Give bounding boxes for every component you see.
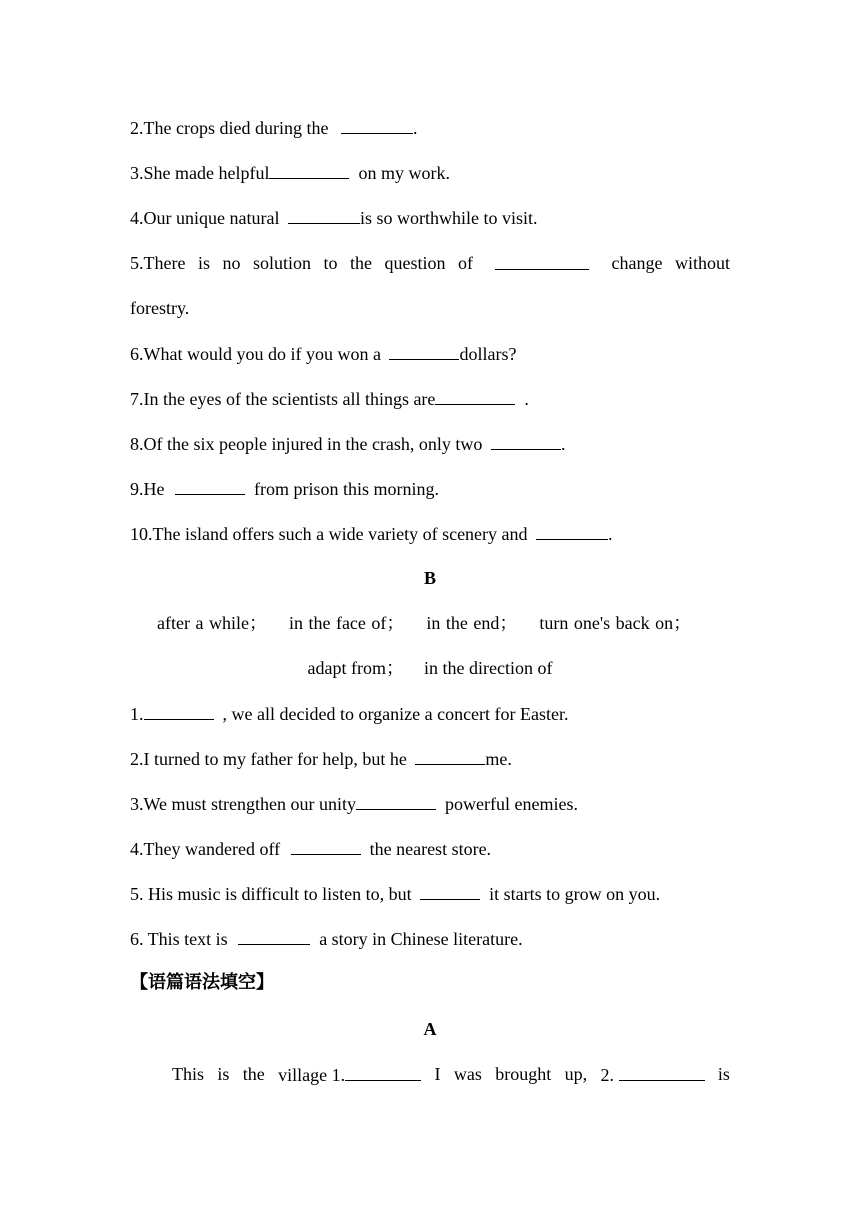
answer-blank[interactable] — [341, 116, 413, 134]
question-text: powerful enemies. — [436, 794, 578, 814]
question-text: the nearest store. — [360, 839, 492, 859]
passage-first-line — [172, 1063, 730, 1085]
question-b1 — [130, 702, 730, 724]
question-a4 — [130, 206, 730, 228]
question-a8 — [130, 432, 730, 454]
answer-blank[interactable] — [356, 792, 436, 810]
answer-blank[interactable] — [619, 1063, 705, 1081]
section-b-heading: B — [423, 568, 436, 588]
question-text: 6. This text is — [130, 929, 233, 949]
question-text: forestry. — [130, 298, 190, 318]
question-a10 — [130, 522, 730, 544]
grammar-section-title: 【语篇语法填空】 — [130, 972, 274, 993]
answer-blank[interactable] — [144, 702, 214, 720]
passage-word: 1. — [331, 1065, 346, 1085]
question-text: . — [560, 434, 566, 454]
phrase-option: in the end； — [426, 613, 518, 633]
phrase-option: turn one's back on； — [539, 613, 692, 633]
phrase-option: in the face of； — [288, 613, 405, 633]
question-a5 — [130, 252, 730, 274]
question-text: 2.The crops died during the — [130, 118, 333, 138]
phrase-options-line2 — [130, 657, 730, 679]
passage-word: village — [278, 1065, 328, 1085]
question-text: 8.Of the six people injured in the crash, only two — [130, 434, 487, 454]
answer-blank[interactable] — [495, 252, 589, 270]
question-text: 5.There is no solution to the question of — [130, 253, 473, 273]
passage-word: is — [717, 1064, 730, 1084]
question-a9 — [130, 477, 730, 499]
question-text: 2.I turned to my father for help, but he — [130, 749, 412, 769]
question-a2 — [130, 116, 730, 138]
answer-blank[interactable] — [291, 837, 361, 855]
question-text: 3.We must strengthen our unity — [130, 794, 357, 814]
question-b3 — [130, 792, 730, 814]
question-b5 — [130, 882, 730, 904]
question-b2 — [130, 747, 730, 769]
question-text: change without — [611, 253, 730, 273]
question-text: dollars? — [459, 344, 517, 364]
phrase-options-line1 — [157, 612, 757, 634]
phrase-option: after a while； — [157, 613, 267, 633]
question-text: from prison this morning. — [245, 479, 439, 499]
passage-word: was — [453, 1064, 482, 1084]
question-text: 4.They wandered off — [130, 839, 285, 859]
phrase-option: adapt from； — [307, 658, 404, 678]
question-text: on my work. — [349, 163, 450, 183]
question-text: 10.The island offers such a wide variety of scenery and — [130, 524, 533, 544]
question-a7 — [130, 387, 730, 409]
question-text: 6.What would you do if you won a — [130, 344, 386, 364]
question-text: me. — [485, 749, 512, 769]
question-text: 1. — [130, 704, 144, 724]
answer-blank[interactable] — [389, 342, 459, 360]
question-a3 — [130, 161, 730, 183]
question-text: it starts to grow on you. — [480, 884, 661, 904]
passage-word: I — [434, 1064, 441, 1084]
question-text: . — [608, 524, 613, 544]
passage-word: brought — [495, 1064, 552, 1084]
answer-blank[interactable] — [269, 161, 349, 179]
question-text: . — [412, 118, 418, 138]
passage-word: This — [172, 1064, 205, 1084]
answer-blank[interactable] — [288, 206, 360, 224]
question-text: 5. His music is difficult to listen to, but — [130, 884, 417, 904]
passage-word-with-blank — [601, 1063, 705, 1085]
question-b6 — [130, 927, 730, 949]
passage-word: 2. — [600, 1065, 615, 1085]
passage-word: the — [242, 1064, 265, 1084]
question-b4 — [130, 837, 730, 859]
grammar-section-heading: A — [423, 1019, 437, 1039]
question-text: , we all decided to organize a concert for Easter. — [213, 704, 569, 724]
answer-blank[interactable] — [175, 477, 245, 495]
question-text: is so worthwhile to visit. — [359, 208, 538, 228]
answer-blank[interactable] — [415, 747, 485, 765]
passage-word: is — [217, 1064, 230, 1084]
answer-blank[interactable] — [345, 1063, 421, 1081]
answer-blank[interactable] — [491, 432, 561, 450]
question-a5-continuation — [130, 297, 730, 319]
question-text: 3.She made helpful — [130, 163, 270, 183]
answer-blank[interactable] — [420, 882, 480, 900]
question-text: 4.Our unique natural — [130, 208, 284, 228]
question-a6 — [130, 342, 730, 364]
question-text: 7.In the eyes of the scientists all things are — [130, 389, 436, 409]
question-text: . — [515, 389, 529, 409]
phrase-option: in the direction of — [424, 658, 553, 678]
passage-word: up, — [564, 1064, 588, 1084]
passage-word-with-blank — [278, 1063, 421, 1085]
answer-blank[interactable] — [435, 387, 515, 405]
question-text: 9.He — [130, 479, 169, 499]
question-text: a story in Chinese literature. — [310, 929, 523, 949]
answer-blank[interactable] — [536, 522, 608, 540]
answer-blank[interactable] — [238, 927, 310, 945]
